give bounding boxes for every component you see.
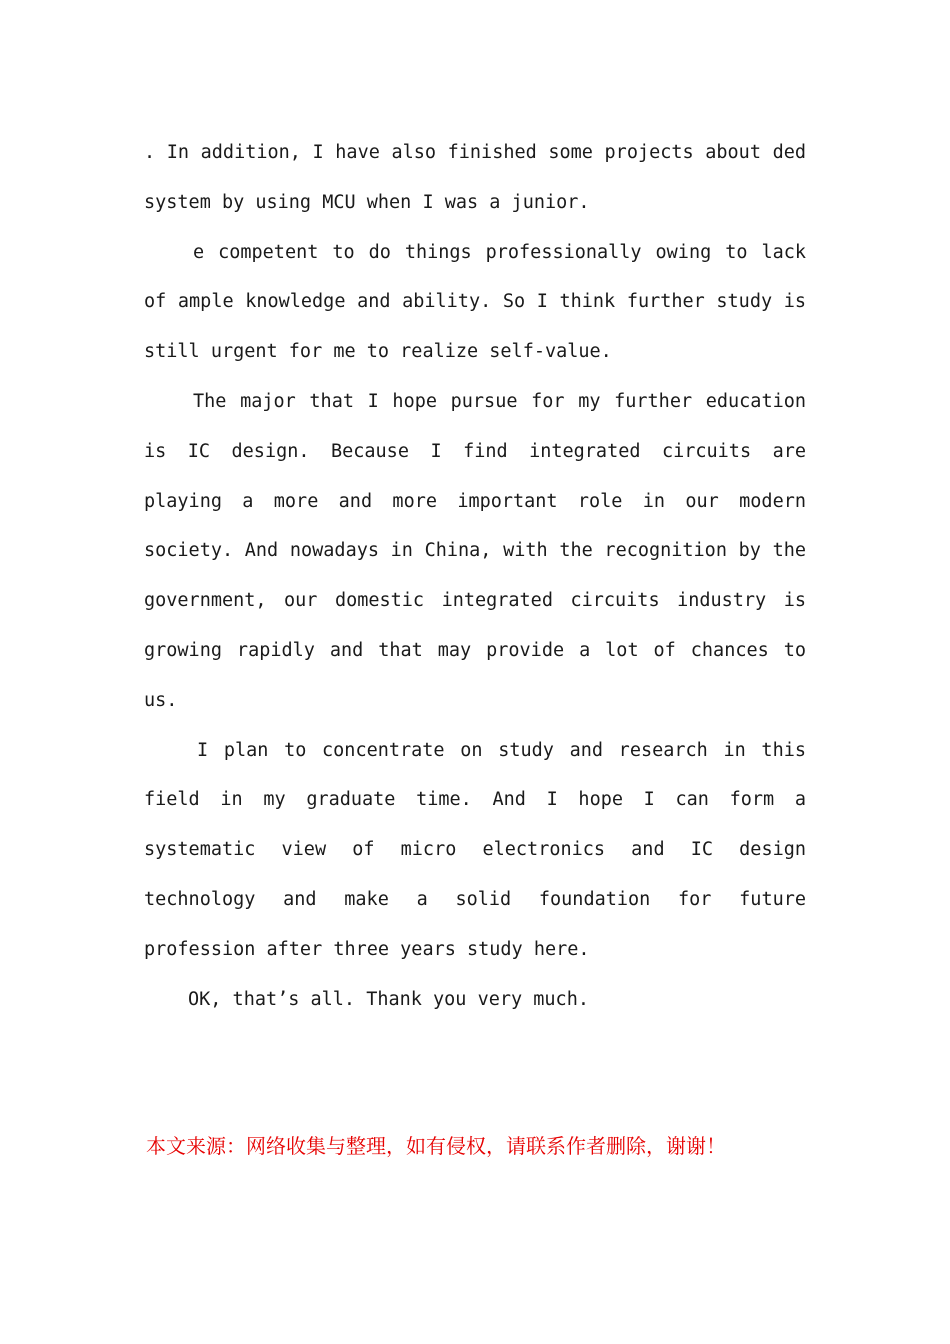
- paragraph-2: e competent to do things professionally owing to lack of ample knowledge and ability. So I think further study is still urgent for me to realize self-value.: [144, 241, 806, 363]
- paragraph-1: . In addition, I have also finished some projects about ded system by using MCU when I was a junior.: [144, 142, 806, 213]
- paragraph-4: I plan to concentrate on study and research in this field in my graduate time. And I hope I can form a systematic view of micro electronics and IC design technology and make a solid foundation for future profession after three years study here.: [144, 739, 806, 960]
- source-disclaimer: 本文来源：网络收集与整理，如有侵权，请联系作者删除，谢谢！: [146, 1134, 726, 1158]
- document-body: [144, 128, 806, 1024]
- paragraph-3: The major that I hope pursue for my further education is IC design. Because I find integrated circuits are playing a more and more important role in our modern society. And nowadays in China, with the recognition by the government, our domestic integrated circuits industry is growing rapidly and that may provide a lot of chances to us.: [144, 390, 806, 711]
- paragraph-5: OK, that’s all. Thank you very much.: [188, 988, 589, 1010]
